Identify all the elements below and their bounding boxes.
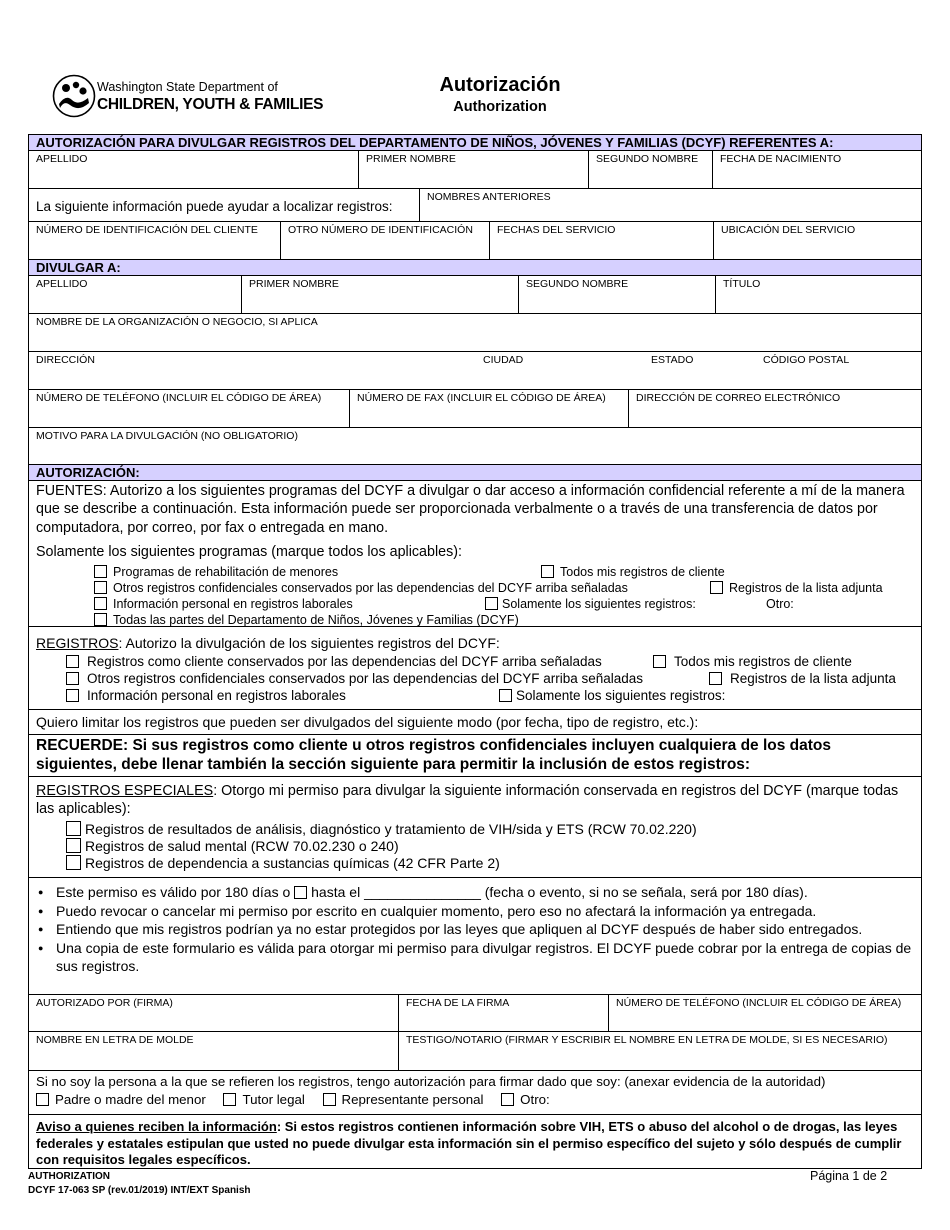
authority-representative-option[interactable] <box>323 1092 484 1107</box>
field-label: APELLIDO <box>36 278 88 290</box>
option-label: Programas de rehabilitación de menores <box>113 564 339 579</box>
checkbox[interactable] <box>66 655 79 668</box>
signature-phone-field[interactable] <box>609 995 921 1031</box>
field-label: FECHA DE NACIMIENTO <box>720 153 842 165</box>
limit-records-field[interactable] <box>29 710 921 735</box>
field-label: NÚMERO DE IDENTIFICACIÓN DEL CLIENTE <box>36 224 258 236</box>
field-label: UBICACIÓN DEL SERVICIO <box>721 224 856 236</box>
field-label: NOMBRES ANTERIORES <box>427 191 551 203</box>
page-number: Página 1 de 2 <box>810 1169 888 1183</box>
programs-options <box>36 564 914 628</box>
records-others-option[interactable] <box>66 671 643 687</box>
program-personal-option[interactable] <box>94 596 353 612</box>
limit-records-text: Quiero limitar los registros que pueden ser divulgados del siguiente modo (por fecha, tipo de registro, etc.): <box>36 714 699 730</box>
program-all-parts-option[interactable] <box>94 612 519 628</box>
previous-names-row <box>29 189 921 222</box>
client-birthdate-field[interactable] <box>713 151 921 188</box>
client-last-name-field[interactable] <box>29 151 359 188</box>
terms-list <box>36 883 914 976</box>
checkbox[interactable] <box>36 1093 49 1106</box>
field-label: TESTIGO/NOTARIO (FIRMAR Y ESCRIBIR EL NOMBRE EN LETRA DE MOLDE, SI ES NECESARIO) <box>406 1034 888 1046</box>
records-list-option[interactable] <box>709 671 896 687</box>
term-copy: ● Una copia de este formulario es válida para otorgar mi permiso para divulgar registros. El DCYF puede cobrar por la entrega de copias de sus registros. <box>36 939 914 976</box>
option-label: Registros de salud mental (RCW 70.02.230 o 240) <box>85 838 399 854</box>
address-label: DIRECCIÓN <box>36 354 95 366</box>
term-validity-text: Este permiso es válido por 180 días o <box>56 884 291 900</box>
checkbox[interactable] <box>709 672 722 685</box>
special-records-options <box>36 821 914 872</box>
option-label: Otros registros confidenciales conservados por las dependencias del DCYF arriba señaladas <box>113 580 628 595</box>
option-label: Todos mis registros de cliente <box>674 654 852 669</box>
checkbox[interactable] <box>485 597 498 610</box>
sources-block <box>29 481 921 627</box>
field-label: NÚMERO DE TELÉFONO (INCLUIR EL CÓDIGO DE ÁREA) <box>36 392 322 404</box>
client-id-field[interactable] <box>29 222 281 259</box>
printed-name-row <box>29 1032 921 1071</box>
option-label: Solamente los siguientes registros: <box>502 596 696 611</box>
term-revoke: ● Puedo revocar o cancelar mi permiso por escrito en cualquier momento, pero eso no afectará la información ya entregada. <box>36 902 914 921</box>
checkbox[interactable] <box>66 821 81 836</box>
term-validity <box>36 883 914 902</box>
organization-field[interactable] <box>29 314 921 351</box>
field-label: PRIMER NOMBRE <box>249 278 339 290</box>
authority-options <box>36 1091 914 1109</box>
checkbox[interactable] <box>94 565 107 578</box>
option-label: Información personal en registros laborales <box>113 596 353 611</box>
program-others-option[interactable] <box>94 580 628 596</box>
checkbox[interactable] <box>66 672 79 685</box>
records-only-option[interactable] <box>499 688 725 704</box>
phone-field[interactable] <box>29 390 350 427</box>
fax-field[interactable] <box>350 390 629 427</box>
form-footer-id <box>28 1170 251 1198</box>
option-label: Representante personal <box>341 1092 484 1107</box>
option-label: Otros registros confidenciales conservados por las dependencias del DCYF arriba señaladas <box>87 671 644 686</box>
dcyf-logo-icon <box>52 74 96 118</box>
term-validity-until: hasta el _______________ (fecha o evento, si no se señala, será por 180 días). <box>311 884 808 900</box>
special-records-text: : Otorgo mi permiso para divulgar la siguiente información conservada en registros del DCYF (marque todas las aplicables): <box>36 783 899 817</box>
records-personal-option[interactable] <box>66 688 346 704</box>
signature-row <box>29 995 921 1032</box>
special-mental-option[interactable] <box>66 838 914 855</box>
checkbox[interactable] <box>66 689 79 702</box>
records-block <box>29 627 921 710</box>
option-label: Registros de dependencia a sustancias químicas (42 CFR Parte 2) <box>85 855 500 871</box>
organization-row <box>29 314 921 352</box>
program-other-label: Otro: <box>766 596 794 611</box>
authority-guardian-option[interactable] <box>223 1092 304 1107</box>
checkbox[interactable] <box>499 689 512 702</box>
recipient-first-name-field[interactable] <box>242 276 519 313</box>
sources-text: FUENTES: Autorizo a los siguientes programas del DCYF a divulgar o dar acceso a información confidencial referente a mí de la manera que se describe a continuación. Esta información puede ser proporcionada verbalmente o a través de una transferencia de datos por computadora, por correo, por fax o entregada en mano. <box>36 483 905 536</box>
option-label: Registros de la lista adjunta <box>730 671 896 686</box>
checkbox[interactable] <box>66 838 81 853</box>
field-label: AUTORIZADO POR (FIRMA) <box>36 997 173 1009</box>
city-label: CIUDAD <box>483 354 524 366</box>
logo-line2: CHILDREN, YOUTH & FAMILIES <box>97 96 324 113</box>
authority-other-option[interactable] <box>501 1092 550 1107</box>
client-middle-name-field[interactable] <box>589 151 713 188</box>
dcyf-logo <box>52 74 324 120</box>
special-chemical-option[interactable] <box>66 855 914 872</box>
address-field[interactable] <box>29 352 921 389</box>
term-protection: ● Entiendo que mis registros podrían ya no estar protegidos por las leyes que apliquen al DCYF después de haber sido entregados. <box>36 920 914 939</box>
field-label: FECHAS DEL SERVICIO <box>497 224 616 236</box>
checkbox[interactable] <box>94 597 107 610</box>
notice-title: Aviso a quienes reciben la información <box>36 1119 277 1134</box>
client-id-row <box>29 222 921 260</box>
reminder-block <box>29 735 921 777</box>
records-options <box>36 654 914 706</box>
signature-date-field[interactable] <box>399 995 609 1031</box>
reason-row <box>29 428 921 465</box>
until-date-checkbox[interactable] <box>294 886 307 899</box>
locate-info-text: La siguiente información puede ayudar a localizar registros: <box>29 189 420 221</box>
option-label: Todas las partes del Departamento de Niños, Jóvenes y Familias (DCYF) <box>113 612 519 627</box>
option-label: Solamente los siguientes registros: <box>516 688 726 703</box>
special-records-block <box>29 777 921 878</box>
checkbox[interactable] <box>94 613 107 626</box>
recipient-middle-name-field[interactable] <box>519 276 716 313</box>
witness-field[interactable] <box>399 1032 921 1070</box>
program-only-option[interactable] <box>485 596 696 612</box>
signature-field[interactable] <box>29 995 399 1031</box>
records-text: : Autorizo la divulgación de los siguientes registros del DCYF: <box>118 635 500 651</box>
logo-line1: Washington State Department of <box>97 80 278 94</box>
checkbox[interactable] <box>541 565 554 578</box>
state-label: ESTADO <box>651 354 694 366</box>
authority-parent-option[interactable] <box>36 1092 206 1107</box>
address-row <box>29 352 921 390</box>
option-label: Padre o madre del menor <box>55 1092 206 1107</box>
field-label: NÚMERO DE FAX (INCLUIR EL CÓDIGO DE ÁREA) <box>357 392 606 404</box>
checkbox[interactable] <box>653 655 666 668</box>
field-label: DIRECCIÓN DE CORREO ELECTRÓNICO <box>636 392 841 404</box>
field-label: NOMBRE DE LA ORGANIZACIÓN O NEGOCIO, SI APLICA <box>36 316 318 328</box>
reason-field[interactable] <box>29 428 921 464</box>
form-number: DCYF 17-063 SP (rev.01/2019) INT/EXT Spanish <box>28 1185 251 1196</box>
special-records-title: REGISTROS ESPECIALES <box>36 783 214 799</box>
notice-text: : Si estos registros contienen información sobre VIH, ETS o abuso del alcohol o de drogas, las leyes federales y estatales estipulan que usted no puede divulgar esta información sin el permiso específico del sujeto y sólo después de cumplir con requisitos legales específicos. <box>36 1119 902 1167</box>
field-label: FECHA DE LA FIRMA <box>406 997 510 1009</box>
option-label: Registros como cliente conservados por las dependencias del DCYF arriba señaladas <box>87 654 602 669</box>
field-label: NÚMERO DE TELÉFONO (INCLUIR EL CÓDIGO DE ÁREA) <box>616 997 902 1009</box>
section1-heading: AUTORIZACIÓN PARA DIVULGAR REGISTROS DEL DEPARTAMENTO DE NIÑOS, JÓVENES Y FAMILIAS (DCYF) REFERENTES A: <box>29 135 921 151</box>
field-label: PRIMER NOMBRE <box>366 153 456 165</box>
notice-block <box>29 1115 921 1168</box>
checkbox[interactable] <box>223 1093 236 1106</box>
field-label: MOTIVO PARA LA DIVULGACIÓN (NO OBLIGATORIO) <box>36 430 298 442</box>
page-title: Autorización <box>439 74 561 96</box>
field-label: OTRO NÚMERO DE IDENTIFICACIÓN <box>288 224 473 236</box>
reminder-text: RECUERDE: Si sus registros como cliente u otros registros confidenciales incluyen cualquiera de los datos siguientes, debe llenar también la sección siguiente para permitir la inclusión de estos registros: <box>36 737 832 773</box>
field-label: NOMBRE EN LETRA DE MOLDE <box>36 1034 194 1046</box>
checkbox[interactable] <box>710 581 723 594</box>
program-all-option[interactable] <box>541 564 725 580</box>
records-all-option[interactable] <box>653 654 852 670</box>
authority-block <box>29 1071 921 1115</box>
email-field[interactable] <box>629 390 921 427</box>
authorization-form <box>28 134 922 1169</box>
page-header <box>0 0 950 134</box>
checkbox[interactable] <box>323 1093 336 1106</box>
contact-row <box>29 390 921 428</box>
field-label: SEGUNDO NOMBRE <box>596 153 699 165</box>
terms-block <box>29 878 921 995</box>
printed-name-field[interactable] <box>29 1032 399 1070</box>
service-dates-field[interactable] <box>490 222 714 259</box>
option-label: Tutor legal <box>242 1092 305 1107</box>
section2-heading: DIVULGAR A: <box>29 260 921 276</box>
special-vih-option[interactable] <box>66 821 914 838</box>
checkbox[interactable] <box>501 1093 514 1106</box>
service-location-field[interactable] <box>714 222 921 259</box>
option-label: Registros de resultados de análisis, diagnóstico y tratamiento de VIH/sida y ETS (RCW 70.02.220) <box>85 821 697 837</box>
previous-names-field[interactable] <box>420 189 921 221</box>
field-label: SEGUNDO NOMBRE <box>526 278 629 290</box>
zip-label: CÓDIGO POSTAL <box>763 354 850 366</box>
option-label: Información personal en registros laborales <box>87 688 346 703</box>
records-title: REGISTROS <box>36 635 119 651</box>
programs-instruction: Solamente los siguientes programas (marque todos los aplicables): <box>36 544 462 561</box>
program-rehab-option[interactable] <box>94 564 338 580</box>
option-label: Otro: <box>520 1092 550 1107</box>
checkbox[interactable] <box>66 855 81 870</box>
client-first-name-field[interactable] <box>359 151 589 188</box>
field-label: TÍTULO <box>723 278 761 290</box>
recipient-last-name-field[interactable] <box>29 276 242 313</box>
records-client-option[interactable] <box>66 654 602 670</box>
program-list-option[interactable] <box>710 580 883 596</box>
form-name: AUTHORIZATION <box>28 1171 111 1182</box>
checkbox[interactable] <box>94 581 107 594</box>
page-subtitle: Authorization <box>453 99 547 115</box>
recipient-title-field[interactable] <box>716 276 921 313</box>
recipient-name-row <box>29 276 921 314</box>
authority-text: Si no soy la persona a la que se refieren los registros, tengo autorización para firmar dado que soy: (anexar evidencia de la autoridad) <box>36 1074 826 1089</box>
field-label: APELLIDO <box>36 153 88 165</box>
option-label: Registros de la lista adjunta <box>729 580 883 595</box>
option-label: Todos mis registros de cliente <box>560 564 725 579</box>
client-name-row <box>29 151 921 189</box>
section3-heading: AUTORIZACIÓN: <box>29 465 921 481</box>
other-id-field[interactable] <box>281 222 490 259</box>
